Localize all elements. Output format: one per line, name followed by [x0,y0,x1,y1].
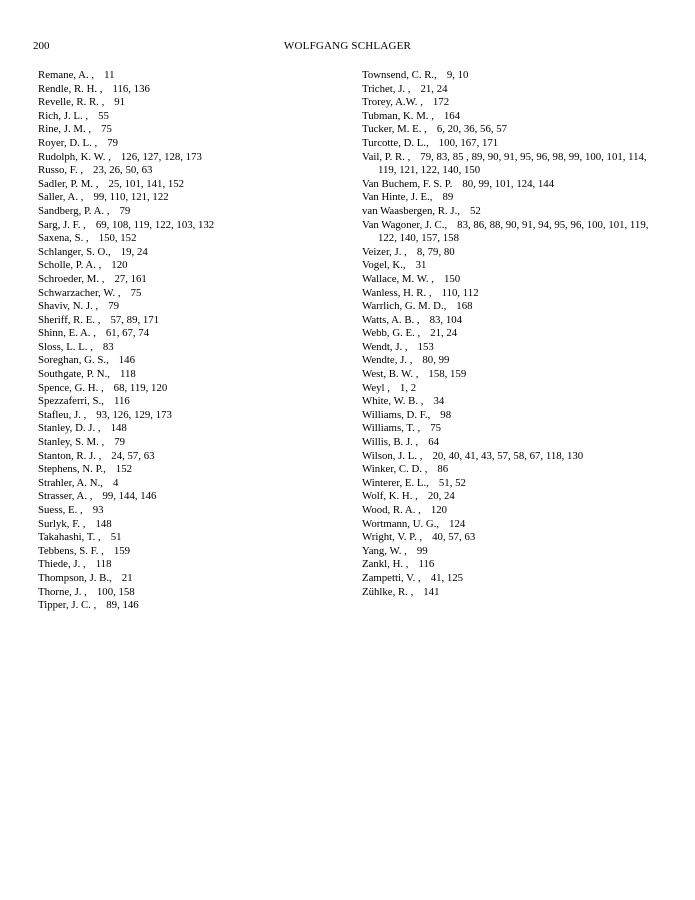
index-entry [362,477,662,491]
page-references: 69, 108, 119, 122, 103, 132 [95,218,215,231]
page-references: 93, 126, 129, 173 [96,408,172,421]
page-references: 146 [118,354,135,367]
page-references: 110, 112 [441,286,479,299]
author-name: Wanless, H. R. , [362,286,432,299]
author-name: Vail, P. R. , [362,150,411,163]
index-entry [38,341,348,355]
index-entry [362,110,662,124]
index-entry [362,518,662,532]
index-entry [38,572,348,586]
index-entry [362,382,662,396]
index-entry [38,191,348,205]
page-references: 80, 99, 101, 124, 144 [462,177,555,190]
running-head: WOLFGANG SCHLAGER [283,40,412,52]
author-name: Schlanger, S. O., [38,245,111,258]
index-column-left [38,69,348,613]
author-name: Schroeder, M. , [38,272,105,285]
index-entry [38,599,348,613]
author-name: Shinn, E. A. , [38,327,96,340]
author-name: Stafleu, J. , [38,408,87,421]
index-entry [38,490,348,504]
author-name: Tebbens, S. F. , [38,544,104,557]
author-name: Veizer, J. , [362,245,407,258]
index-entry [38,300,348,314]
index-entry [362,178,662,192]
index-entry [38,151,348,165]
author-name: Tipper, J. C. , [38,599,97,612]
author-name: Sheriff, R. E. , [38,313,101,326]
author-name: Suess, E. , [38,504,83,516]
page-references: 118 [95,558,112,571]
page-references: 158, 159 [428,368,467,381]
page-references: 11 [104,69,115,81]
index-entry [38,531,348,545]
page-references: 27, 161 [114,272,147,285]
author-name: Weyl , [362,381,390,394]
page-references: 83, 104 [429,313,463,326]
index-entry [362,341,662,355]
page-references: 126, 127, 128, 173 [120,150,202,163]
index-entry [38,314,348,328]
page-references: 25, 101, 141, 152 [108,177,185,190]
author-name: Schwarzacher, W. , [38,286,121,299]
index-entry [362,368,662,382]
page-references: 83, 86, 88, 90, 91, 94, 95, 96, 100, 101, 119, 122, 140, 157, 158 [378,218,649,245]
index-entry [362,151,662,178]
index-entry [362,219,662,246]
page-references: 80, 99 [422,354,450,367]
index-entry [38,558,348,572]
author-name: Thorne, J. , [38,585,87,598]
page-references: 148 [110,422,127,435]
index-entry [38,463,348,477]
page-references: 9, 10 [446,69,469,81]
index-entry [38,137,348,151]
page-references: 79 [108,300,119,313]
author-name: Webb, G. E. , [362,327,421,340]
author-name: Winker, C. D. , [362,463,428,476]
index-entry [38,178,348,192]
author-name: Van Wagoner, J. C., [362,218,448,231]
page-references: 93 [92,504,104,516]
page-references: 8, 79, 80 [416,245,455,258]
index-entry [362,436,662,450]
page-references: 116 [418,558,435,571]
page-references: 159 [113,544,131,557]
author-name: Rich, J. L. , [38,109,89,122]
index-entry [362,287,662,301]
index-entry [38,422,348,436]
author-name: Spence, G. H. , [38,381,104,394]
author-name: Townsend, C. R., [362,69,437,81]
index-entry [362,123,662,137]
page-references: 4 [112,476,119,489]
author-name: Royer, D. L. , [38,136,98,149]
index-entry [38,450,348,464]
page-references: 152 [115,463,132,476]
index-entry [38,205,348,219]
page-references: 99, 144, 146 [102,490,157,503]
author-name: Southgate, P. N., [38,368,110,381]
page-references: 98 [440,408,452,421]
author-name: Rine, J. M. , [38,123,92,136]
index-entry [362,422,662,436]
author-name: Wright, V. P. , [362,531,423,544]
author-name: Thiede, J. , [38,558,86,571]
page-references: 57, 89, 171 [110,313,160,326]
author-name: Trichet, J. , [362,82,411,95]
author-name: Rudolph, K. W. , [38,150,111,163]
page-references: 23, 26, 50, 63 [93,164,153,177]
index-entry [38,273,348,287]
index-entry [362,137,662,151]
author-name: Sandberg, P. A. , [38,204,110,217]
author-name: Shaviv, N. J. , [38,300,99,313]
page-references: 153 [417,340,434,353]
index-entry [38,110,348,124]
index-entry [362,450,662,464]
author-name: Thompson, J. B., [38,571,112,584]
page-references: 79 [114,436,125,449]
author-name: Wendt, J. , [362,340,408,353]
page-references: 75 [430,422,442,435]
index-entry [38,327,348,341]
page-references: 168 [456,300,473,313]
author-name: Soreghan, G. S., [38,354,109,367]
author-name: Wolf, K. H. , [362,490,418,503]
index-entry [362,205,662,219]
author-name: Wortmann, U. G., [362,517,440,530]
author-name: Revelle, R. R. , [38,96,105,109]
page-references: 51 [110,531,122,544]
page-references: 31 [415,259,427,272]
author-name: Winterer, E. L., [362,476,429,489]
index-entry [38,232,348,246]
index-entry [362,504,662,518]
author-name: Takahashi, T. , [38,531,101,544]
index-entry [362,586,662,600]
author-name: Remane, A. , [38,69,95,81]
page-number: 200 [33,40,50,52]
author-name: Vogel, K., [362,259,406,272]
index-entry [362,572,662,586]
author-name: Williams, T. , [362,422,421,435]
index-entry [362,354,662,368]
author-name: Trorey, A.W. , [362,96,423,109]
author-name: Rendle, R. H. , [38,82,103,95]
index-entry [362,300,662,314]
author-name: Yang, W. , [362,544,407,557]
author-name: Stanley, S. M. , [38,436,105,449]
page-references: 83 [102,340,114,353]
page-references: 89, 146 [106,599,139,612]
page-references: 118 [119,368,136,381]
author-name: Wood, R. A. , [362,504,421,516]
page-references: 79 [107,136,119,149]
index-entry [38,164,348,178]
author-name: Zühlke, R. , [362,585,414,598]
index-entry [38,287,348,301]
index-entry [38,354,348,368]
index-entry [362,409,662,423]
page-references: 100, 167, 171 [438,136,499,149]
index-entry [38,586,348,600]
page-references: 52 [469,204,481,217]
page-references: 55 [98,109,109,122]
page-references: 6, 20, 36, 56, 57 [436,123,508,136]
author-name: Van Buchem, F. S. P. [362,177,453,190]
page-references: 75 [130,286,142,299]
page-references: 91 [114,96,126,109]
page-references: 164 [443,109,461,122]
page-references: 21, 24 [430,327,458,340]
author-name: Sadler, P. M. , [38,177,99,190]
index-entry [38,83,348,97]
author-name: Stanley, D. J. , [38,422,101,435]
page-references: 116 [113,395,130,408]
author-name: Zankl, H. , [362,558,409,571]
page-references: 150 [444,272,461,285]
index-entry [38,477,348,491]
index-entry [38,409,348,423]
page-references: 120 [430,504,448,516]
page-references: 21 [121,571,133,584]
index-entry [38,545,348,559]
author-name: Sloss, L. L. , [38,340,93,353]
index-entry [362,191,662,205]
page-references: 150, 152 [98,232,137,245]
author-name: Scholle, P. A. , [38,259,102,272]
page-references: 20, 40, 41, 43, 57, 58, 67, 118, 130 [432,449,584,462]
index-entry [362,96,662,110]
index-entry [38,504,348,518]
index-entry [362,327,662,341]
page-references: 19, 24 [120,245,148,258]
author-name: Tubman, K. M. , [362,109,434,122]
index-entry [362,558,662,572]
page-references: 34 [433,395,445,408]
index-entry [38,123,348,137]
author-name: Wallace, M. W. , [362,272,434,285]
page-references: 86 [437,463,449,476]
index-entry [362,395,662,409]
author-name: White, W. B. , [362,395,424,408]
page-references: 41, 125 [430,571,464,584]
index-entry [38,69,348,83]
index-entry [38,368,348,382]
page-references: 141 [423,585,440,598]
page-references: 99, 110, 121, 122 [93,191,169,204]
page-header [0,39,695,53]
page-references: 20, 24 [427,490,455,503]
page-references: 51, 52 [438,476,466,489]
index-entry [38,259,348,273]
author-name: West, B. W. , [362,368,419,381]
index-entry [362,463,662,477]
index-entry [38,518,348,532]
author-name: Stephens, N. P., [38,463,106,476]
author-name: Strahler, A. N., [38,476,103,489]
index-entry [362,314,662,328]
page-references: 99 [416,544,428,557]
page-references: 172 [432,96,450,109]
index-entry [362,490,662,504]
page-references: 75 [101,123,112,136]
index-entry [38,246,348,260]
index-entry [362,83,662,97]
page-references: 79, 83, 85 , 89, 90, 91, 95, 96, 98, 99, 100, 101, 114, 119, 121, 122, 140, 150 [378,150,647,177]
author-name: Wilson, J. L. , [362,449,423,462]
page-references: 148 [95,517,112,530]
page-references: 40, 57, 63 [432,531,476,544]
author-name: Strasser, A. , [38,490,93,503]
author-name: Willis, B. J. , [362,436,419,449]
index-entry [38,382,348,396]
index-entry [38,436,348,450]
index-column-right [362,69,662,599]
author-name: Saller, A. , [38,191,84,204]
page-references: 64 [428,436,440,449]
index-entry [38,96,348,110]
index-entry [362,246,662,260]
author-name: Tucker, M. E. , [362,123,427,136]
page-references: 68, 119, 120 [113,381,168,394]
author-name: Spezzaferri, S., [38,395,104,408]
page-references: 100, 158 [96,585,135,598]
page-references: 21, 24 [420,82,448,95]
page-references: 120 [111,259,128,272]
index-entry [38,219,348,233]
author-name: Watts, A. B. , [362,313,420,326]
page-references: 89 [442,191,454,204]
author-name: Sarg, J. F. , [38,218,86,231]
author-name: Wendte, J. , [362,354,413,367]
page-references: 24, 57, 63 [111,449,155,462]
page-references: 1, 2 [399,381,417,394]
page-references: 116, 136 [112,82,150,95]
index-entry [362,259,662,273]
page-references: 61, 67, 74 [105,327,150,340]
index-entry [362,531,662,545]
index-entry [362,69,662,83]
index-entry [38,395,348,409]
author-name: Surlyk, F. , [38,517,86,530]
author-name: Williams, D. F., [362,408,431,421]
author-name: Zampetti, V. , [362,571,421,584]
author-name: Van Hinte, J. E., [362,191,433,204]
page-references: 79 [119,204,131,217]
index-entry [362,545,662,559]
author-name: Warrlich, G. M. D., [362,300,447,313]
author-name: van Waasbergen, R. J., [362,204,460,217]
author-name: Russo, F. , [38,164,84,177]
author-name: Stanton, R. J. , [38,449,102,462]
page-references: 124 [449,517,466,530]
author-name: Turcotte, D. L., [362,136,429,149]
author-name: Saxena, S. , [38,232,89,245]
index-entry [362,273,662,287]
